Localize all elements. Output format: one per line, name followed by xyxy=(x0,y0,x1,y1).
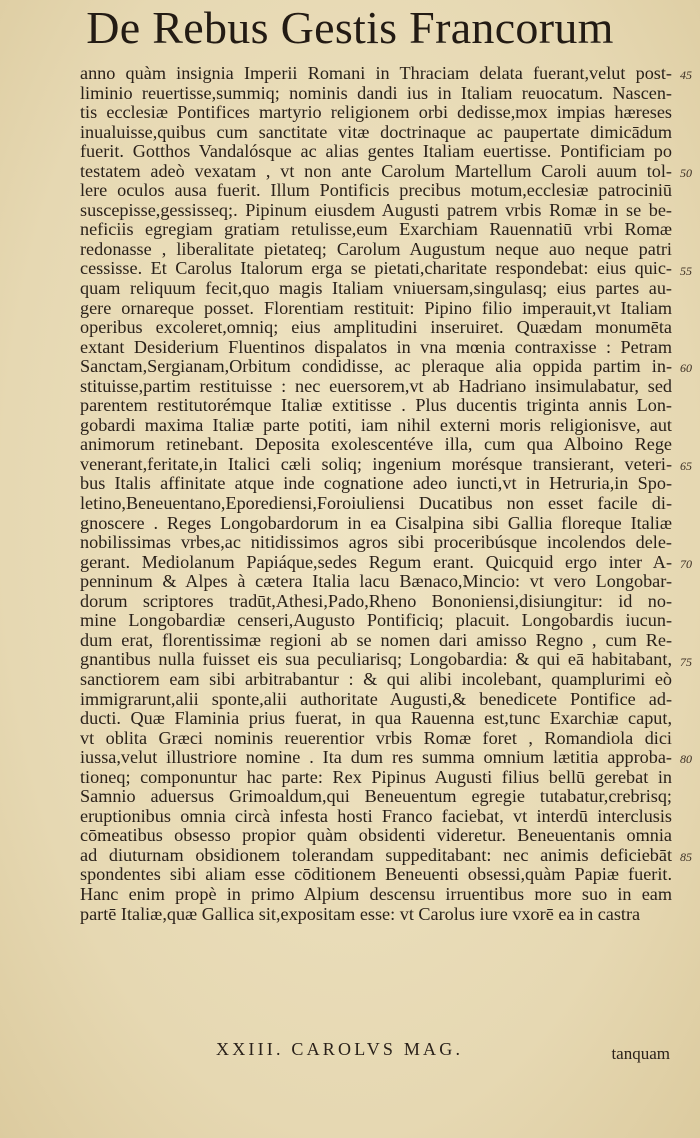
text-line: immigrarunt,alii sponte,alii authoritate Augusti,& benedicete Pontifice ad- xyxy=(80,689,672,709)
text-line: tis ecclesiæ Pontifices martyrio religionem orbi dedisse,mox impias hæreses xyxy=(80,103,672,123)
margin-number: 45 xyxy=(680,68,692,82)
text-line: tioneq; componuntur hac parte: Rex Pipinus Augusti filius bellū gerebat in xyxy=(80,767,672,787)
text-line: Hanc enim propè in primo Alpium descensu irruentibus more suo in eam xyxy=(80,884,672,904)
body-text xyxy=(80,64,672,924)
text-line: penninum & Alpes à cætera Italia lacu Bænaco,Mincio: vt vero Longobar- xyxy=(80,572,672,592)
text-line: gerant. Mediolanum Papiáque,sedes Regum erant. Quicquid ergo inter A- xyxy=(80,552,672,572)
text-line: inualuisse,quibus cum sanctitate vitæ doctrinaque ac paupertate dimicādum xyxy=(80,122,672,142)
text-line: redonasse , liberalitate pietateq; Carolum Augustum neque auo neque patri xyxy=(80,239,672,259)
text-line: quam reliquum fecit,quo magis Italiam vniuersam,singulasq; eius partes au- xyxy=(80,279,672,299)
text-line: spondentes sibi aliam esse cōditionem Beneuenti obsessi,quàm Papiæ fuerit. xyxy=(80,865,672,885)
text-line: dum erat, florentissimæ regioni ab se nomen dari amisso Regno , cum Re- xyxy=(80,630,672,650)
text-line: venerant,feritate,in Italici cæli soliq; ingenium morésque transierant, veteri- xyxy=(80,454,672,474)
text-line: bus Italis affinitate atque inde cognatione adeo iuncti,vt in Hetruria,in Spo- xyxy=(80,474,672,494)
signature-mark: XXIII. CAROLVS MAG. xyxy=(216,1039,464,1059)
margin-number: 50 xyxy=(680,165,692,180)
text-line: Samnio aduersus Grimoaldum,qui Beneuentum egregie tutabatur,crebrisq; xyxy=(80,787,672,807)
text-line: gere ornareque posset. Florentiam restituit: Pipino filio imperauit,vt Italiam xyxy=(80,298,672,318)
text-line: anno quàm insignia Imperii Romani in Thraciam delata fuerant,velut post- xyxy=(80,64,672,83)
text-line: neficiis egregiam gratiam retulisse,eum Exarchiam Rauennatiū vrbi Romæ xyxy=(80,220,672,240)
margin-number: 55 xyxy=(680,263,692,278)
page-footer xyxy=(80,1039,672,1063)
margin-number: 70 xyxy=(680,556,692,571)
text-line: gnantibus nulla fuisset eis sua peculiarisq; Longobardia: & qui eā habitabant, xyxy=(80,650,672,670)
text-line: dorum scriptores tradūt,Athesi,Pado,Rheno Bononiensi,disiungitur: id no- xyxy=(80,591,672,611)
text-line: animorum retinebant. Deposita exolescentéve illa, cum qua Alboino Rege xyxy=(80,435,672,455)
text-line: liminio reuertisse,summiq; nominis dandi ius in Italiam reuocatum. Nascen- xyxy=(80,83,672,103)
text-line: extant Desiderium Fluentinos dispalatos in vna mœnia contraxisse : Petram xyxy=(80,337,672,357)
text-line: letino,Beneuentano,Eporediensi,Foroiuliensi Ducatibus non esset facile di- xyxy=(80,494,672,514)
text-line: testatem adeò vexatam , vt non ante Carolum Martellum Caroli auum tol- xyxy=(80,161,672,181)
text-line: gobardi maxima Italiæ parte potiti, iam nihil externi moris religionisve, aut xyxy=(80,415,672,435)
text-line: partē Italiæ,quæ Gallica sit,expositam esse: vt Carolus iure vxorē ea in castra xyxy=(80,904,641,924)
text-line: stituisse,partim restituisse : nec euersorem,vt ab Hadriano insimulabatur, sed xyxy=(80,376,672,396)
margin-number: 85 xyxy=(680,850,692,864)
text-line: cessisse. Et Carolus Italorum erga se pietati,charitate respondebat: eius quic- xyxy=(80,259,672,279)
running-head: De Rebus Gestis Francorum xyxy=(86,2,614,53)
margin-number: 60 xyxy=(680,361,692,376)
text-line: ducti. Quæ Flaminia prius fuerat, in qua Rauenna est,tunc Exarchiæ caput, xyxy=(80,709,672,729)
text-line: vt oblita Græci nominis reuerentior vrbis Romæ foret , Romandiola dici xyxy=(80,728,672,748)
text-line: cōmeatibus obsesso propior quàm obsidenti videretur. Beneuentanis omnia xyxy=(80,826,672,846)
text-line: gnoscere . Reges Longobardorum in ea Cisalpina sibi Gallia floreque Italiæ xyxy=(80,513,672,533)
margin-number: 75 xyxy=(680,654,692,669)
margin-number: 65 xyxy=(680,459,692,473)
margin-number: 80 xyxy=(680,752,692,767)
text-line: mine Longobardiæ censeri,Augusto Pontificiq; placuit. Longobardis iucun- xyxy=(80,611,672,631)
catchword: tanquam xyxy=(611,1044,670,1063)
text-line: Sanctam,Sergianam,Orbitum condidisse, ac pleraque alia oppida partim in- xyxy=(80,357,672,377)
text-line: parentem restitutorémque Italiæ extitisse . Plus ducentis triginta annis Lon- xyxy=(80,396,672,416)
text-line: fuerit. Gotthos Vandalósque ac alias gentes Italiam euertisse. Pontificiam po xyxy=(80,142,672,162)
text-line: operibus excoleret,omniq; eius amplitudini inseruiret. Quædam monumēta xyxy=(80,318,672,338)
text-line: lere oculos ausa fuerit. Illum Pontificis precibus motum,ecclesiæ patrociniū xyxy=(80,181,672,201)
text-line: sanctiorem eam sibi arbitrabantur : & qui alibi incolebant, quamplurimi eò xyxy=(80,669,672,689)
text-line: suscepisse,gessisseq;. Pipinum eiusdem Augusti patrem vrbis Romæ in se be- xyxy=(80,200,672,220)
text-line: ad diuturnam obsidionem tolerandam suppeditabant: nec animis deficiebāt xyxy=(80,845,672,865)
text-line: iussa,velut illustriore nomine . Ita dum res summa omnium lætitia approba- xyxy=(80,748,672,768)
text-line: nobilissimas vrbes,ac nitidissimos agros sibi proceribúsque incolendos dele- xyxy=(80,533,672,553)
text-line: eruptionibus omnia circà infesta hosti Franco faciebat, vt interdū interclusis xyxy=(80,806,672,826)
